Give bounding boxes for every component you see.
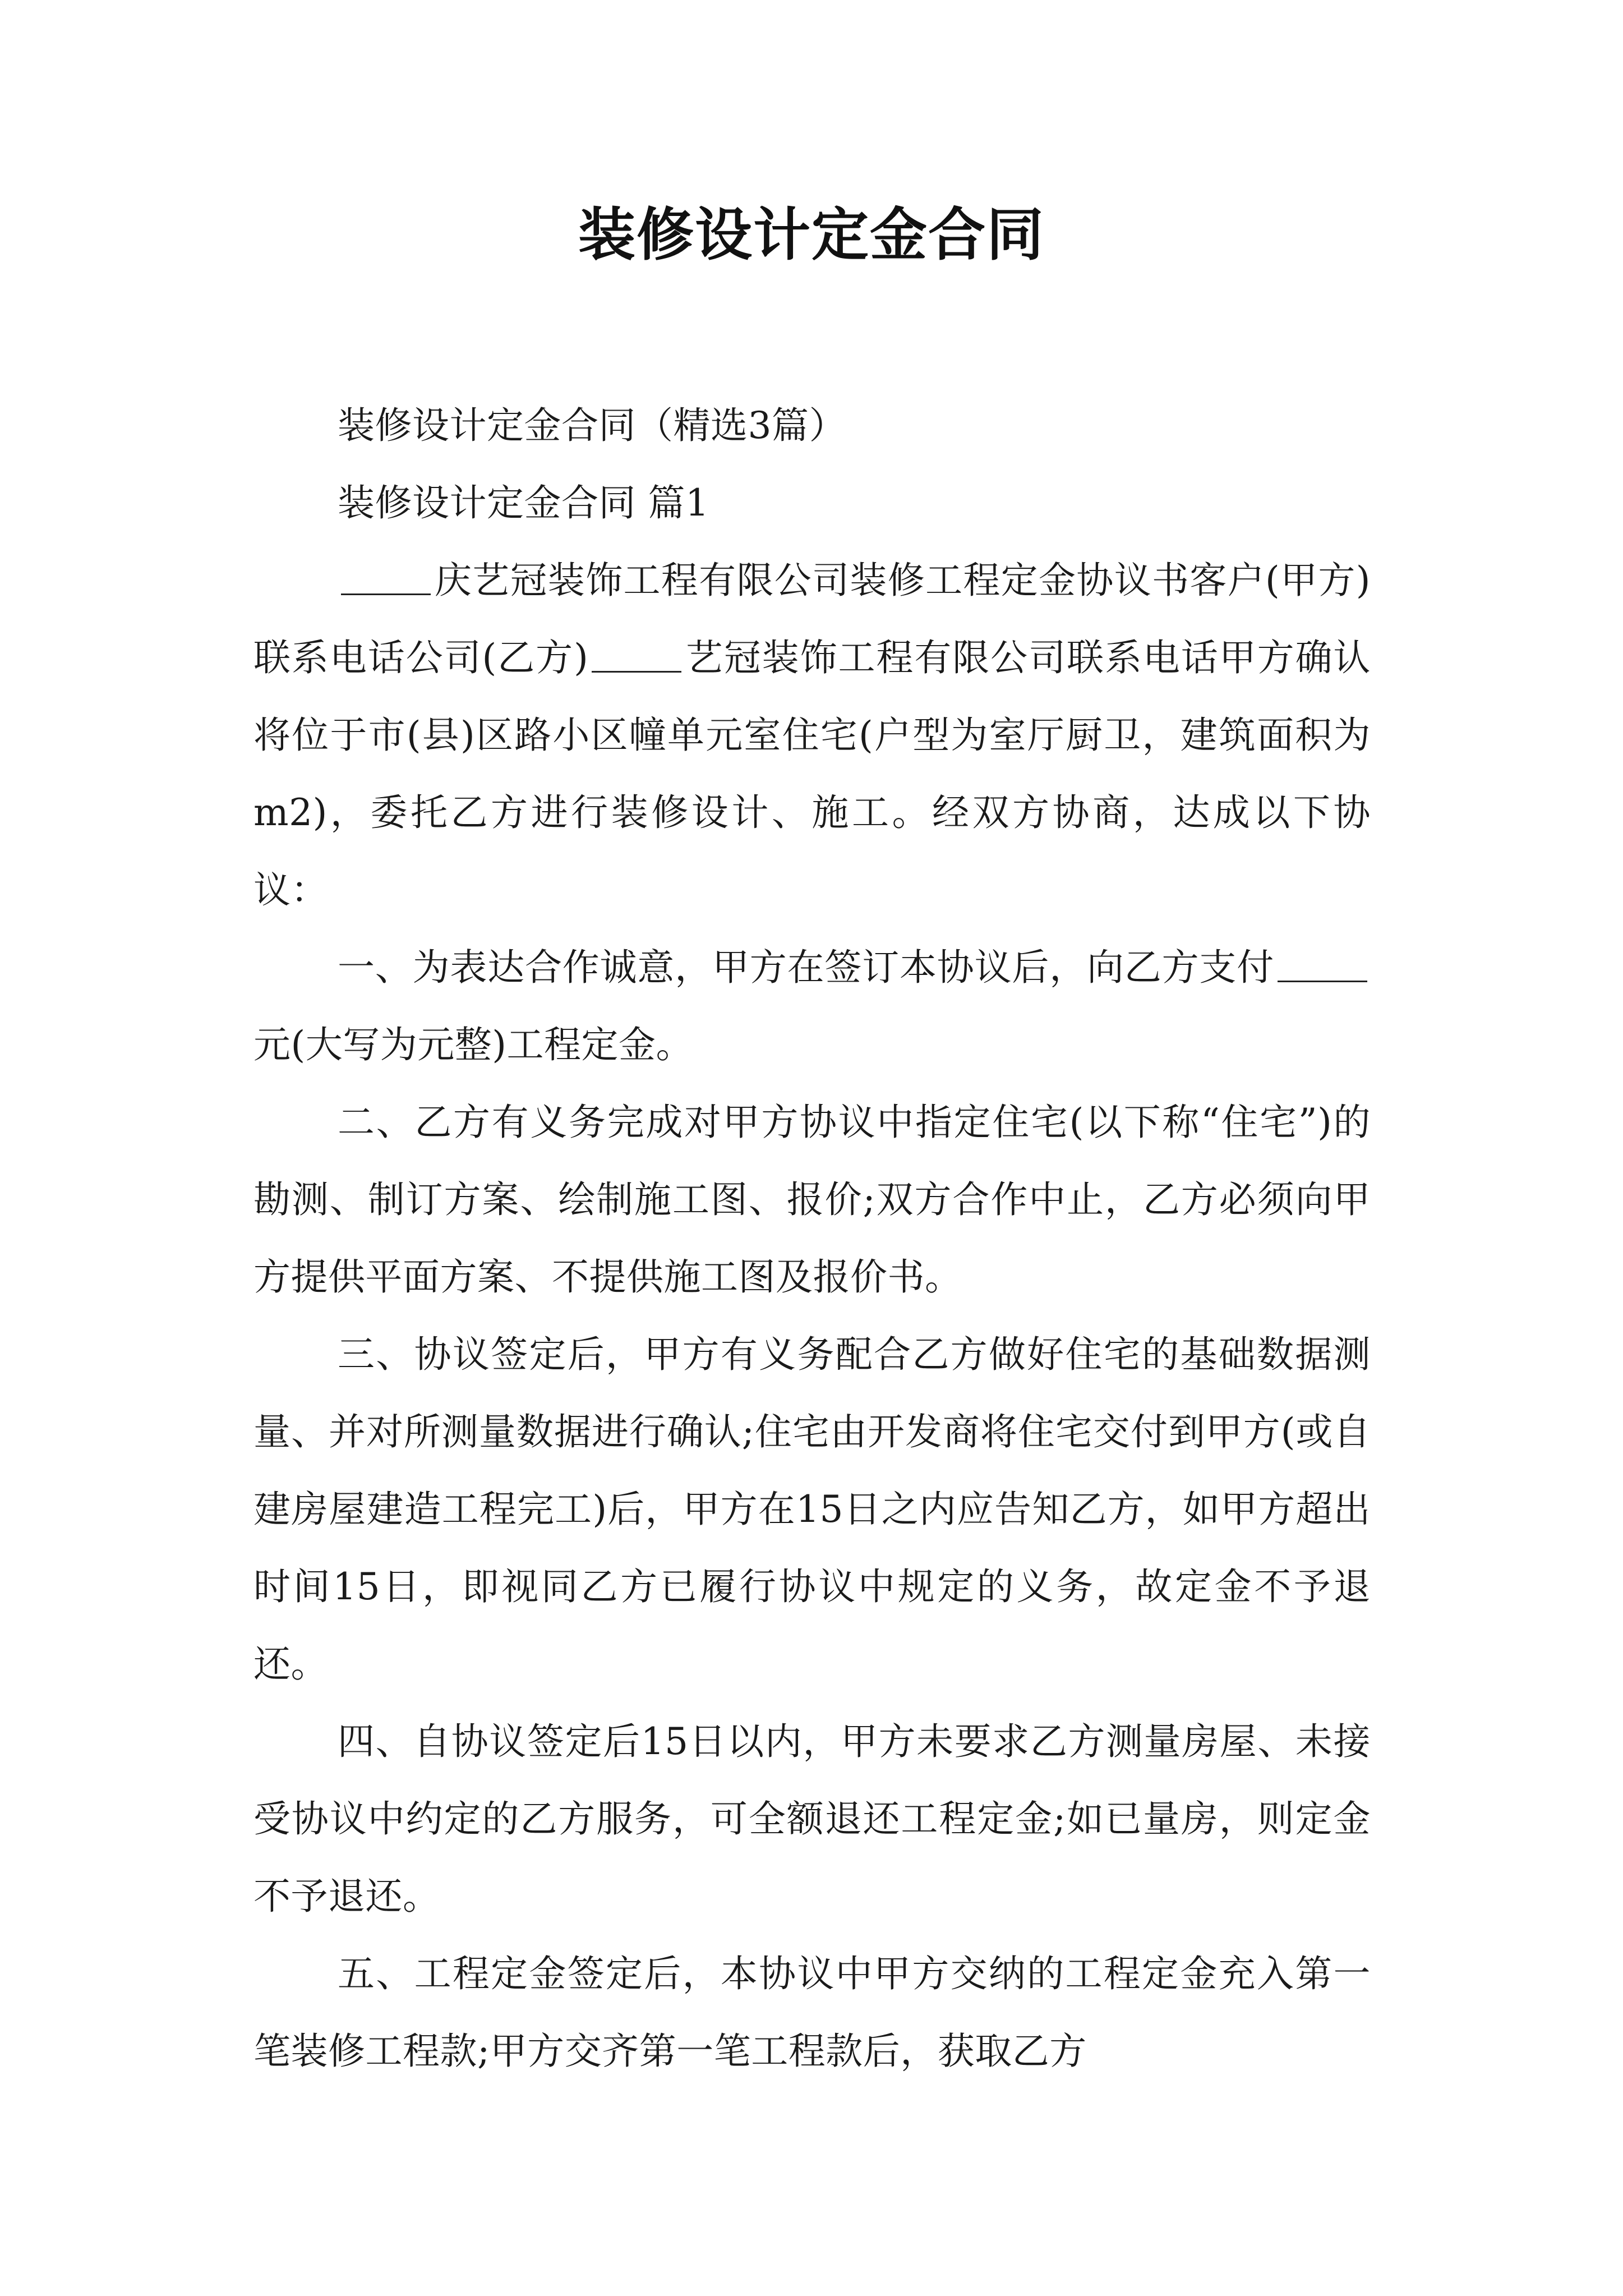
paragraph-clause-2: 二、乙方有义务完成对甲方协议中指定住宅(以下称“住宅”)的勘测、制订方案、绘制施工图、报价;双方合作中止，乙方必须向甲方提供平面方案、不提供施工图及报价书。 [253, 1101, 1371, 1299]
paragraph-intro [253, 542, 1371, 929]
fill-blank [1278, 944, 1367, 982]
section-heading: 装修设计定金合同 篇1 [338, 481, 709, 524]
paragraph-intro-part2: 艺冠装饰工程有限公司联系电话甲方确认将位于市(县)区路小区幢单元室住宅(户型为室厅厨卫，建筑面积为m2)，委托乙方进行装修设计、施工。经双方协商，达成以下协议： [253, 636, 1371, 912]
clause-1-part2: 元(大写为元整)工程定金。 [253, 1023, 693, 1066]
document-title: 装修设计定金合同 [578, 202, 1045, 269]
paragraph-clause-3: 三、协议签定后，甲方有义务配合乙方做好住宅的基础数据测量、并对所测量数据进行确认;住宅由开发商将住宅交付到甲方(或自建房屋建造工程完工)后，甲方在15日之内应告知乙方，如甲方超出时间15日，即视同乙方已履行协议中规定的义务，故定金不予退还。 [253, 1333, 1371, 1686]
fill-blank [341, 556, 431, 595]
paragraph-clause-5: 五、工程定金签定后，本协议中甲方交纳的工程定金充入第一笔装修工程款;甲方交齐第一笔工程款后，获取乙方 [253, 1952, 1371, 2073]
paragraph-intro-part1: 庆艺冠装饰工程有限公司装修工程定金协议书客户(甲方)联系电话公司(乙方) [253, 559, 1371, 679]
paragraph-clause-1 [253, 929, 1371, 1084]
paragraph-clause-4: 四、自协议签定后15日以内，甲方未要求乙方测量房屋、未接受协议中约定的乙方服务，可全额退还工程定金;如已量房，则定金不予退还。 [253, 1720, 1371, 1918]
subtitle-line: 装修设计定金合同（精选3篇） [338, 404, 846, 447]
clause-1-part1: 一、为表达合作诚意，甲方在签订本协议后，向乙方支付 [338, 946, 1274, 989]
document-body [253, 387, 1371, 2090]
fill-blank [592, 634, 681, 673]
